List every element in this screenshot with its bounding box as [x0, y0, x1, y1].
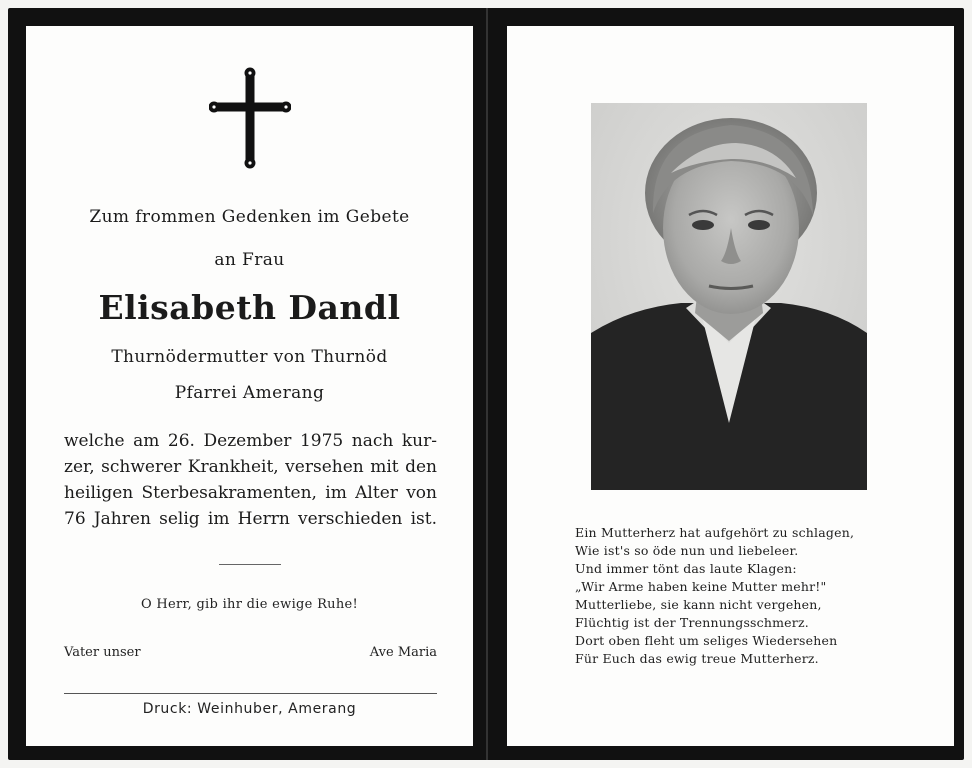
short-divider	[219, 564, 281, 565]
body-line: 76 Jahren selig im Herrn verschieden ist.	[64, 509, 437, 529]
portrait-photo	[591, 103, 867, 490]
footer-rule	[64, 693, 437, 694]
heading: Zum frommen Gedenken im Gebete	[89, 207, 410, 227]
poem-line: Dort oben fleht um seliges Wiedersehen	[575, 633, 838, 648]
poem-line: Ein Mutterherz hat aufgehört zu schlagen,	[575, 525, 855, 540]
memorial-poem	[575, 524, 905, 668]
prayer-line: O Herr, gib ihr die ewige Ruhe!	[140, 597, 359, 612]
subtitle-title: Thurnödermutter von Thurnöd	[111, 347, 388, 367]
poem-line: Für Euch das ewig treue Mutterherz.	[575, 651, 819, 666]
body-line: zer, schwerer Krankheit, versehen mit den	[64, 457, 437, 477]
prayer-vater-unser: Vater unser	[64, 645, 141, 660]
poem-line: Mutterliebe, sie kann nicht vergehen,	[575, 597, 822, 612]
death-notice-text	[64, 428, 437, 532]
poem-line: „Wir Arme haben keine Mutter mehr!"	[575, 579, 827, 594]
body-line: welche am 26. Dezember 1975 nach kur-	[64, 431, 437, 451]
printer-credit: Druck: Weinhuber, Amerang	[142, 701, 357, 717]
poem-line: Wie ist's so öde nun und liebeleer.	[575, 543, 799, 558]
poem-line: Und immer tönt das laute Klagen:	[575, 561, 797, 576]
center-fold	[486, 8, 488, 760]
deceased-name: Elisabeth Dandl	[98, 288, 401, 327]
cross-icon	[209, 66, 291, 170]
salutation: an Frau	[214, 250, 285, 270]
subtitle-parish: Pfarrei Amerang	[174, 383, 325, 403]
poem-line: Flüchtig ist der Trennungsschmerz.	[575, 615, 809, 630]
prayer-ave-maria: Ave Maria	[369, 645, 437, 660]
body-line: heiligen Sterbesakramenten, im Alter von	[64, 483, 437, 503]
